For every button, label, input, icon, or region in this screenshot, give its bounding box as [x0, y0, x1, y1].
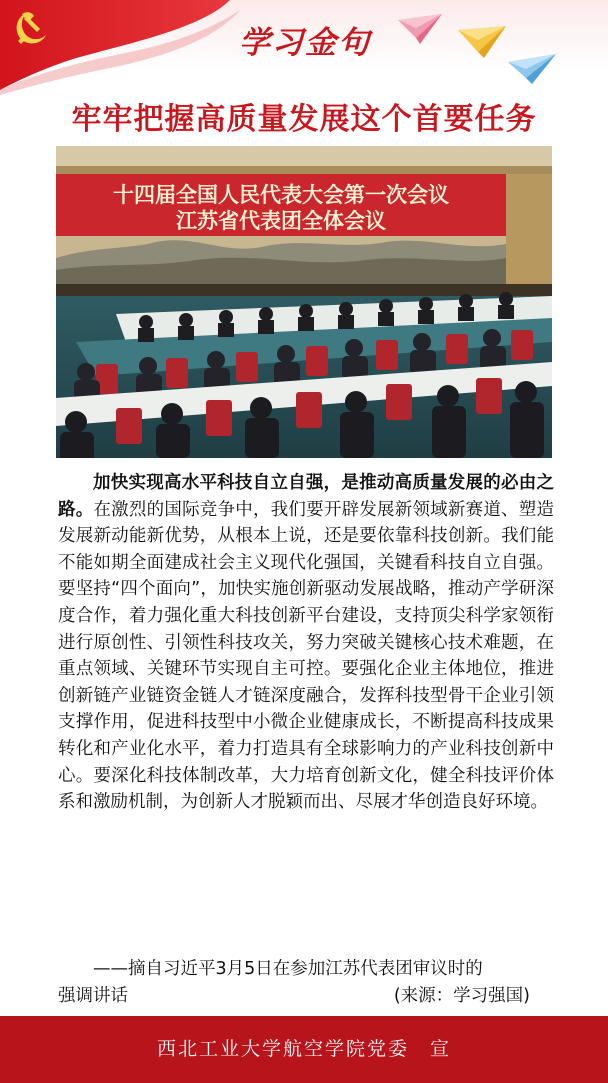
article-lead: 加快实现高水平科技自立自强，是推动高质量发展的必由之路。 — [58, 473, 554, 520]
footer-bar — [0, 1016, 608, 1083]
photo-banner-line2: 江苏省代表团全体会议 — [176, 208, 386, 233]
source-origin: (来源：学习强国) — [393, 985, 530, 1006]
quote-source-text: ——摘自习近平3月5日在参加江苏代表团审议时的 — [93, 959, 483, 979]
article-paragraph — [58, 470, 554, 816]
paper-plane-icon — [458, 26, 506, 58]
article-body-text: 在激烈的国际竞争中，我们要开辟发展新领域新赛道、塑造发展新动能新优势，从根本上说，还是要依靠科技创新。我们能不能如期全面建成社会主义现代化强国，关键看科技自立自强。要坚持“四个面向”，加快实施创新驱动发展战略，推动产学研深度合作，着力强化重大科技创新平台建设，支持顶尖科学家领衔进行原创性、引领性科技攻关，努力突破关键核心技术难题，在重点领域、关键环节实现自主可控。要强化企业主体地位，推进创新链产业链资金链人才链深度融合，发挥科技型骨干企业引领支撑作用，促进科技型中小微企业健康成长，不断提高科技成果转化和产业化水平，着力打造具有全球影响力的产业科技创新中心。要深化科技体制改革，大力培育创新文化，健全科技评价体系和激励机制，为创新人才脱颖而出、尽展才华创造良好环境。 — [58, 499, 555, 813]
quote-source-row — [58, 983, 554, 1010]
footer-text: 西北工业大学航空学院党委 宣 — [156, 1038, 451, 1060]
header-title: 学习金句 — [239, 25, 371, 61]
meeting-photo-illustration — [56, 146, 552, 458]
party-emblem-icon — [10, 8, 52, 50]
paper-plane-icon — [508, 54, 556, 84]
paper-plane-icon — [398, 14, 442, 44]
article-body — [58, 470, 554, 816]
quote-source — [58, 956, 554, 1009]
quote-source-end: 强调讲话 — [58, 985, 128, 1006]
photo-banner-line1: 十四届全国人民代表大会第一次会议 — [113, 182, 449, 207]
header-banner — [0, 0, 608, 100]
article-title: 牢牢把握高质量发展这个首要任务 — [71, 102, 537, 137]
meeting-photo — [56, 146, 552, 458]
